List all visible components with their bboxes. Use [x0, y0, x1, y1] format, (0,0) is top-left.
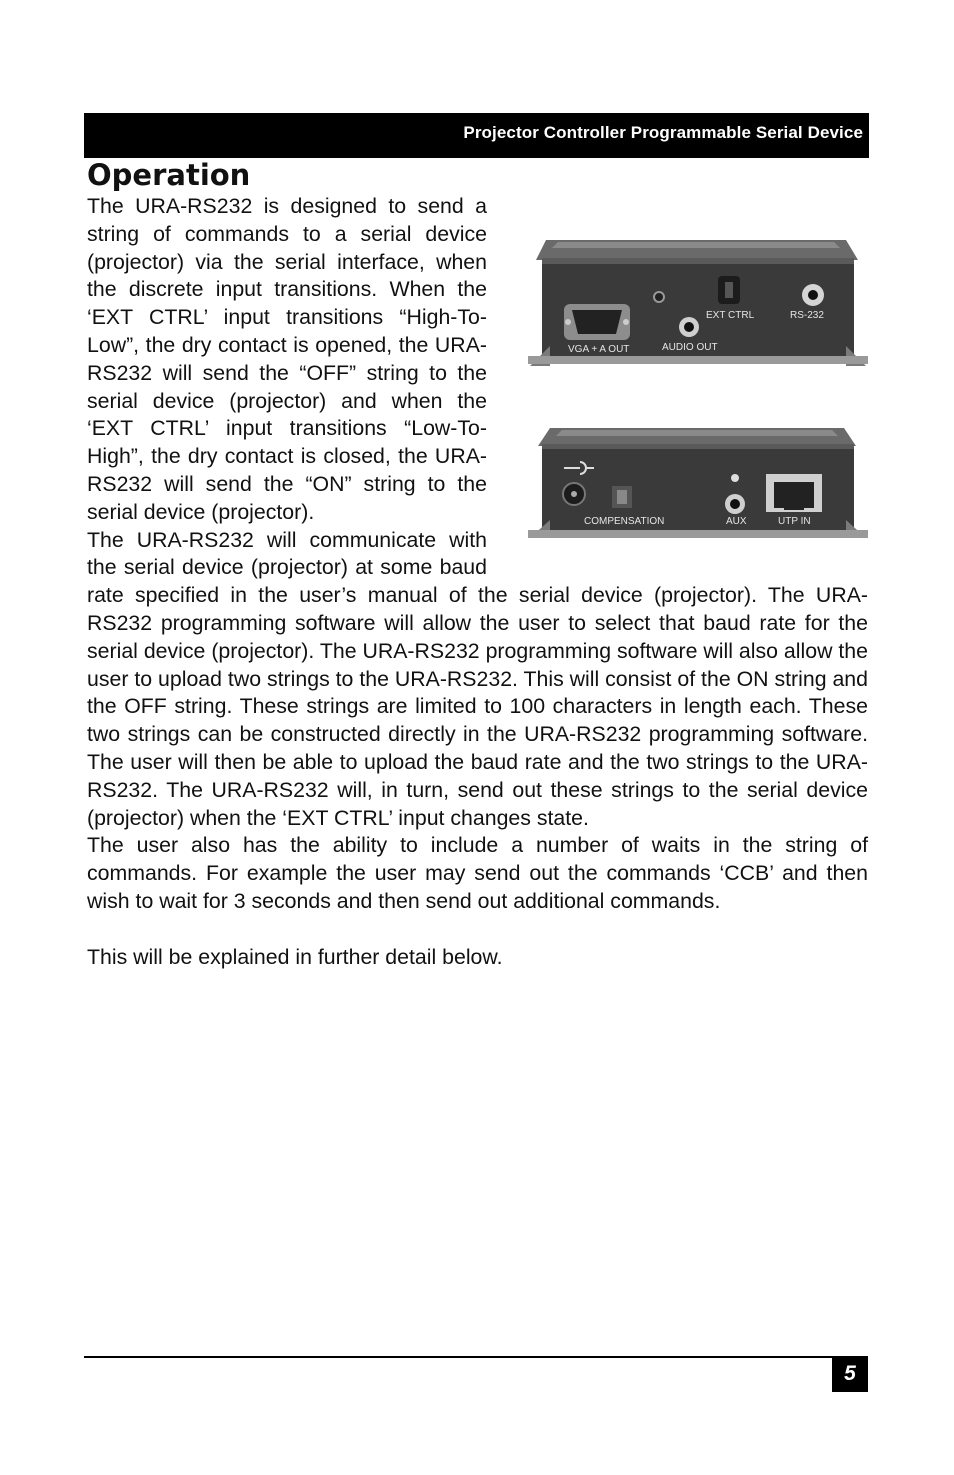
aux-jack-icon	[725, 494, 745, 514]
paragraph-waits: The user also has the ability to include a number of waits in the string of commands. For example the user may send out the commands ‘CCB’ and then wish to wait for 3 seconds and then send out additional commands.	[87, 833, 868, 913]
section-heading: Operation	[87, 158, 251, 192]
device-front-photo	[528, 234, 868, 372]
vga-port-icon	[564, 304, 630, 340]
audio-jack-icon	[679, 317, 699, 337]
page-number: 5	[832, 1356, 868, 1392]
utp-in-label: UTP IN	[778, 516, 811, 527]
paragraph-further-detail: This will be explained in further detail below.	[87, 944, 503, 969]
device-back-photo	[528, 424, 868, 542]
compensation-label: COMPENSATION	[584, 516, 665, 527]
utp-port-icon	[766, 474, 822, 512]
paragraph-baud-rate: The URA-RS232 will communicate with the serial device (projector) at some baud rate specified in the user’s manual of the serial device (projector). The URA-RS232 programming software will allow the user to select that baud rate for the serial device (projector). The URA-RS232 programming software will also allow the user to upload two strings to the URA-RS232. This will consist of the ON string and the OFF string. These strings are limited to 100 characters in length each. These two strings can be constructed directly in the URA-RS232 programming software. The user will then be able to upload the baud rate and the two strings to the URA-RS232. The URA-RS232 will, in turn, send out these strings to the serial device (projector) when the ‘EXT CTRL’ input changes state.	[87, 527, 868, 830]
running-header-title: Projector Controller Programmable Serial Device	[463, 123, 863, 142]
aux-label: AUX	[726, 516, 747, 527]
led-icon	[654, 292, 664, 302]
rs232-jack-icon	[802, 284, 824, 306]
paragraph-intro: The URA-RS232 is designed to send a string of commands to a serial device (projector) via the serial interface, when the discrete input transitions. When the ‘EXT CTRL’ input transitions “High-To-Low”, the dry contact is opened, the URA-RS232 will send the “OFF” string to the serial device (projector) and when the ‘EXT CTRL’ input transitions “Low-To-High”, the dry contact is closed, the URA-RS232 will send the “ON” string to the serial device (projector).	[87, 194, 487, 524]
audio-out-label: AUDIO OUT	[662, 342, 718, 353]
rs232-label: RS-232	[790, 310, 824, 321]
running-header	[84, 113, 869, 158]
footer-rule	[84, 1356, 867, 1358]
led-icon	[731, 474, 739, 482]
vga-label: VGA + A OUT	[568, 344, 630, 355]
ext-ctrl-label: EXT CTRL	[706, 310, 755, 321]
ext-ctrl-connector-icon	[718, 276, 740, 304]
compensation-switch-icon	[612, 486, 632, 508]
dc-power-jack-icon	[563, 483, 585, 505]
